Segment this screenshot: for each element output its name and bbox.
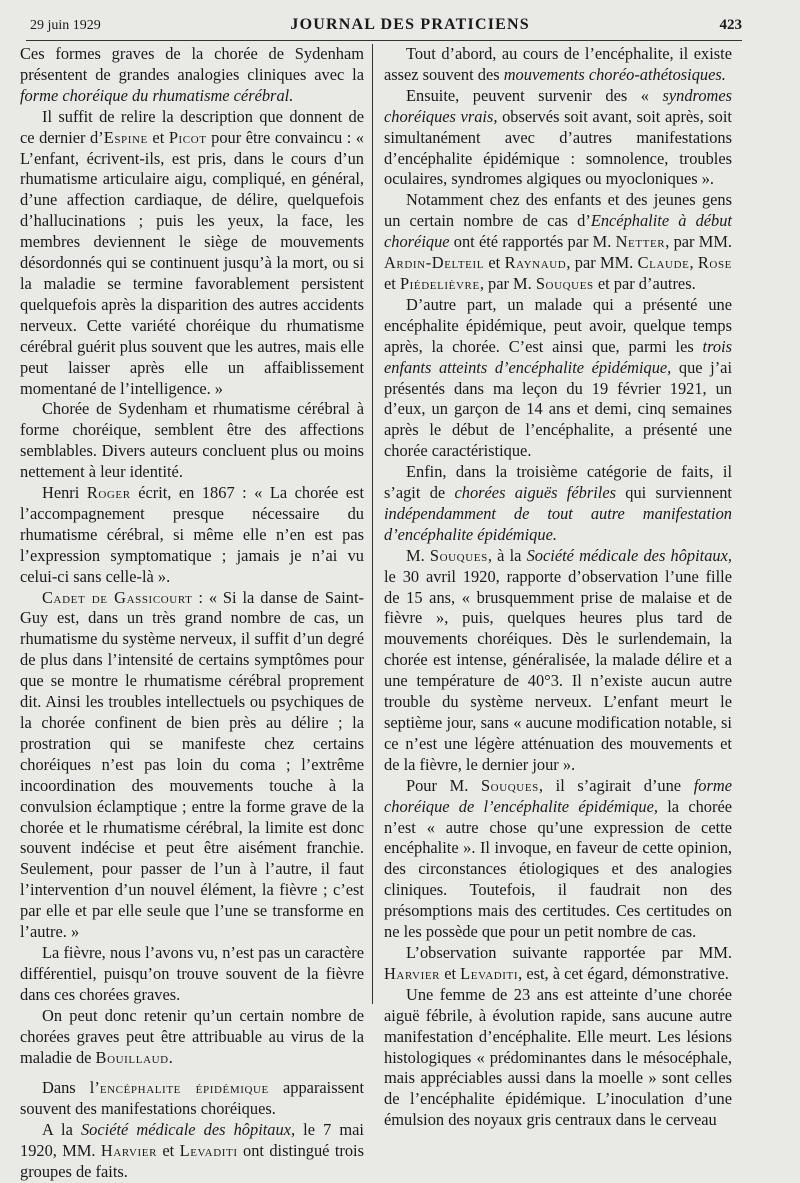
author-name: Levaditi (460, 963, 519, 983)
paragraph: Notamment chez des enfants et des jeunes gens un certain nombre de cas d’Encéphalite à début choréique ont été rapportés par M. Netter, par MM. Ardin-Delteil et Raynaud, par MM. Claude, Rose et Piédelièvre, par M. Souques et par d’autres. (384, 190, 732, 293)
author-name: Picot (168, 127, 207, 147)
paragraph: M. Souques, à la Société médicale des hôpitaux, le 30 avril 1920, rapporte d’observation l’une fille de 15 ans, « brusquemment prise de malaise et de fièvre », puis, quelques heures plus tard de mouvements choréiques. Dès le surlendemain, la chorée est intense, généralisée, la malade délire et a une température de 40°3. Il n’existe aucun autre trouble du système nerveux. L’enfant meurt le septième jour, sans « aucune modification notable, si ce n’est une légère atténuation des mouvements et de la fièvre, le dernier jour ». (384, 545, 732, 774)
paragraph: Henri Roger écrit, en 1867 : « La chorée est l’accompagnement presque nécessaire du rhumatisme cérébral, si même elle n’en est pas l’expression symptomatique ; jamais je n’ai vu celui-ci sans celle-là ». (20, 483, 364, 586)
column-divider (372, 44, 373, 1004)
paragraph: Cadet de Gassicourt : « Si la danse de Saint-Guy est, dans un très grand nombre de cas, un rhumatisme du système nerveux, il suffit d’un degré de plus dans l’intensité de certains symptômes pour que se montre le rhumatisme cérébral proprement dit. Ainsi les troubles intellectuels ou psychiques de la chorée confinent de bien près au délire ; la prostration qui se manifeste chez certains choréiques n’est pas loin du coma ; l’extrême incoordination des mouvements touche à la convulsion éclamptique ; entre la forme grave de la chorée et le rhumatisme cérébral, la limite est donc souvent indécise et peut être aisément franchie. Seulement, pour passer de l’un à l’autre, il faut l’intervention d’un nouvel élément, la fièvre ; c’est par elle et par elle seule que l’une se transforme en l’autre. » (20, 587, 365, 942)
paragraph: Enfin, dans la troisième catégorie de faits, il s’agit de chorées aiguës fébriles qui surviennent indépendamment de tout autre manifestation d’encéphalite épidémique. (384, 462, 732, 544)
author-name: Harvier (384, 963, 441, 983)
journal-title: JOURNAL DES PRATICIENS (290, 16, 530, 33)
author-name: Souques (535, 273, 594, 293)
left-column (20, 44, 364, 1183)
author-name: Raynaud (504, 253, 567, 273)
author-name: Netter (615, 232, 666, 252)
running-header (30, 16, 742, 38)
paragraph: L’observation suivante rapportée par MM. Harvier et Levaditi, est, à cet égard, démonstrative. (384, 942, 732, 983)
author-name: Ardin-Delteil (384, 253, 485, 273)
author-name: Espine (103, 127, 148, 147)
paragraph: Dans l’encéphalite épidémique apparaissent souvent des manifestations choréiques. (20, 1078, 365, 1119)
paragraph: On peut donc retenir qu’un certain nombre de chorées graves peut être attribuable au virus de la maladie de Bouillaud. (20, 1005, 364, 1067)
author-name: Souques (480, 775, 539, 795)
author-name: Bouillaud (95, 1047, 169, 1067)
paragraph: Une femme de 23 ans est atteinte d’une chorée aiguë fébrile, à évolution rapide, sans aucune autre manifestation d’encéphalite. Elle meurt. Les lésions histologiques « prédominantes dans le mésocéphale, mais appréciables aussi dans la moelle » sont celles de l’encéphalite épidémique. L’inoculation d’une émulsion des noyaux gris centraux dans le cerveau (384, 984, 732, 1130)
paragraph: Ensuite, peuvent survenir des « syndromes choréiques vrais, observés soit avant, soit après, soit simultanément avec d’autres manifestations d’encéphalite épidémique : somnolence, troubles oculaires, syndromes algiques ou myocloniques ». (384, 85, 732, 189)
paragraph: Chorée de Sydenham et rhumatisme cérébral à forme choréique, semblent être des affections semblables. Divers auteurs concluent plus ou moins nettement à leur identité. (20, 399, 364, 482)
paragraph: Pour M. Souques, il s’agirait d’une forme choréique de l’encéphalite épidémique, la chorée n’est « autre chose qu’une expression de cette encéphalite ». Il invoque, en faveur de cette opinion, des circonstances étiologiques et des analogies cliniques. Toutefois, il faudrait non des présomptions mais des certitudes. Ces certitudes on ne les possède que pour un petit nombre de cas. (384, 775, 732, 942)
author-name: Levaditi (179, 1141, 238, 1161)
author-name: Souques (429, 545, 488, 565)
paragraph: Ces formes graves de la chorée de Sydenham présentent de grandes analogies cliniques avec la forme choréique du rhumatisme cérébral. (20, 44, 364, 105)
page-number: 423 (719, 17, 742, 33)
paragraph: D’autre part, un malade qui a présenté une encéphalite épidémique, peut avoir, quelque temps après, la chorée. C’est ainsi que, parmi les trois enfants atteints d’encéphalite épidémique, que j’ai présentés dans ma leçon du 19 février 1921, un d’eux, un garçon de 14 ans et demi, cinq semaines après le début de l’encéphalite, a présenté une chorée caractéristique. (384, 294, 733, 461)
author-name: Cadet de Gassicourt (42, 587, 193, 607)
paragraph: Tout d’abord, au cours de l’encéphalite, il existe assez souvent des mouvements choréo-athétosiques. (384, 44, 732, 84)
section-term: encéphalite épidémique (99, 1078, 269, 1098)
header-rule (26, 40, 742, 41)
right-column (384, 44, 732, 1131)
author-name: Piédelièvre (399, 273, 480, 293)
author-name: Rose (697, 253, 732, 273)
issue-date: 29 juin 1929 (30, 18, 101, 33)
paragraph: A la Société médicale des hôpitaux, le 7 mai 1920, MM. Harvier et Levaditi ont distingué trois groupes de faits. (20, 1120, 364, 1182)
author-name: Claude (637, 253, 690, 273)
paragraph: Il suffit de relire la description que donnent de ce dernier d’Espine et Picot pour être convaincu : « L’enfant, écrivent-ils, est pris, dans le cours d’un rhumatisme articulaire aigu, compliqué, en général, d’une affection cardiaque, de délire, quelquefois d’hallucinations ; puis les yeux, la face, les membres deviennent le siège de mouvements désordonnés qui se continuent jusqu’à la mort, ou si la maladie se termine favorablement persistent quelquefois après la disparition des autres accidents nerveux. Cette variété choréique du rhumatisme cérébral guérit plus souvent que les autres, mais elle peut laisser après elle un affaiblissement momentané de l’intelligence. » (20, 106, 365, 398)
paragraph: La fièvre, nous l’avons vu, n’est pas un caractère différentiel, puisqu’on trouve souvent de la fièvre dans ces chorées graves. (20, 942, 364, 1004)
author-name: Roger (86, 483, 131, 503)
author-name: Harvier (100, 1141, 158, 1161)
